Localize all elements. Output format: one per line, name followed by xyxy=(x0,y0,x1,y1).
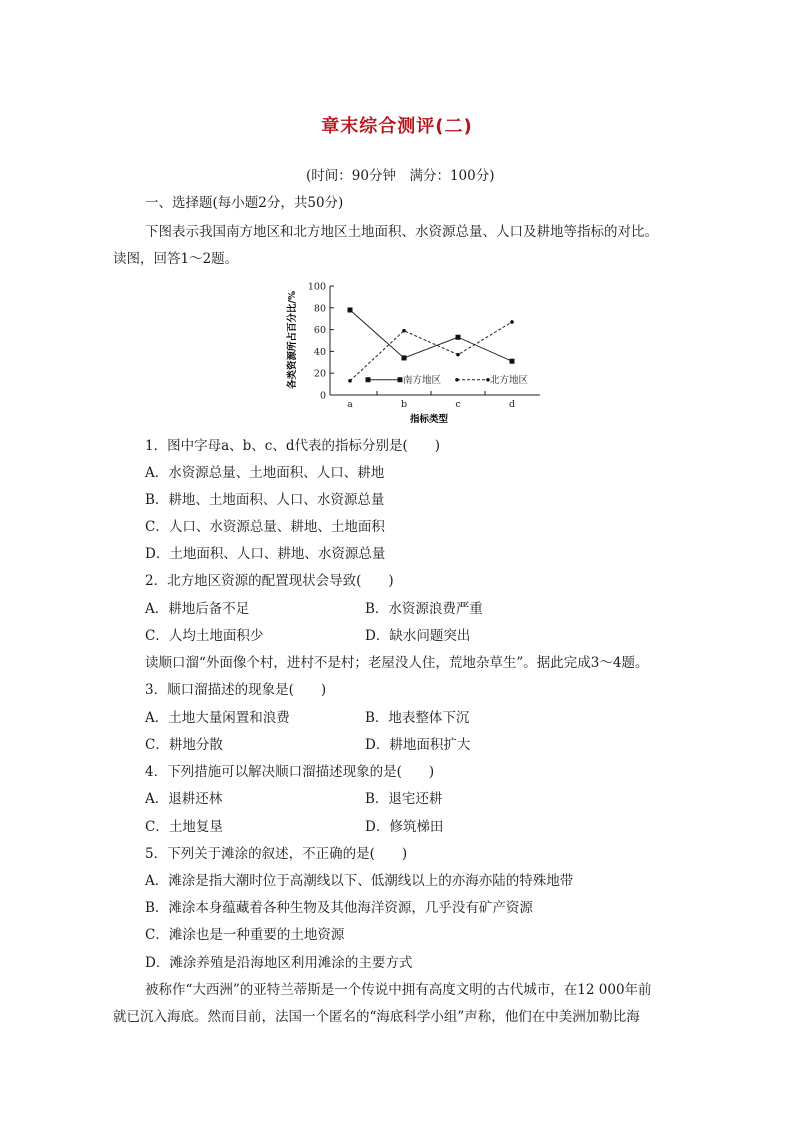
q3-option-c[interactable]: C．耕地分散 xyxy=(145,737,223,753)
q1-option-c[interactable]: C．人口、水资源总量、耕地、土地面积 xyxy=(145,519,385,535)
chart-axes xyxy=(308,282,540,411)
time-info: (时间：90分钟 满分：100分) xyxy=(306,168,495,184)
q4-stem: 4．下列措施可以解决顺口溜描述现象的是( ) xyxy=(145,764,435,780)
series-point-square xyxy=(510,359,515,364)
y-axis-label: 各类资源所占百分比/% xyxy=(287,291,298,389)
q1-option-b[interactable]: B．耕地、土地面积、人口、水资源总量 xyxy=(145,492,385,508)
chart-svg xyxy=(283,278,553,428)
line-chart xyxy=(283,278,553,428)
q1-stem: 1．图中字母a、b、c、d代表的指标分别是( ) xyxy=(145,438,441,454)
y-tick-label: 80 xyxy=(313,303,326,315)
q4-option-c[interactable]: C．土地复垦 xyxy=(145,819,223,835)
x-tick-label: d xyxy=(508,399,516,410)
legend-label-1: 北方地区 xyxy=(490,375,529,387)
x-tick-label: a xyxy=(347,399,353,410)
intro-text-3: 被称作“大西洲”的亚特兰蒂斯是一个传说中拥有高度文明的古代城市，在12 000年前 xyxy=(145,982,652,998)
chart-series xyxy=(348,307,515,382)
q4-option-b[interactable]: B．退宅还耕 xyxy=(365,791,443,807)
q2-option-d[interactable]: D．缺水问题突出 xyxy=(365,628,471,644)
legend-marker xyxy=(455,378,459,382)
q3-option-d[interactable]: D．耕地面积扩大 xyxy=(365,737,471,753)
q2-stem: 2．北方地区资源的配置现状会导致( ) xyxy=(145,573,394,589)
q4-option-d[interactable]: D．修筑梯田 xyxy=(365,819,444,835)
series-point-dot xyxy=(456,353,460,357)
y-tick-label: 60 xyxy=(313,325,326,337)
q3-option-b[interactable]: B．地表整体下沉 xyxy=(365,710,470,726)
page-title: 章末综合测评(二) xyxy=(321,116,473,137)
chart-legend xyxy=(366,374,529,386)
q5-option-d[interactable]: D．滩涂养殖是沿海地区利用滩涂的主要方式 xyxy=(145,955,413,971)
series-point-dot xyxy=(510,320,514,324)
q2-option-c[interactable]: C．人均土地面积少 xyxy=(145,628,264,644)
q2-option-a[interactable]: A．耕地后备不足 xyxy=(145,601,250,617)
intro-text-1-cont: 读图，回答1～2题。 xyxy=(113,251,239,267)
q3-option-a[interactable]: A．土地大量闲置和浪费 xyxy=(145,710,290,726)
q5-option-b[interactable]: B．滩涂本身蕴藏着各种生物及其他海洋资源，几乎没有矿产资源 xyxy=(145,900,533,916)
legend-label-0: 南方地区 xyxy=(403,375,442,387)
y-tick-label: 40 xyxy=(313,346,326,358)
series-point-dot xyxy=(402,329,406,333)
intro-text-1: 下图表示我国南方地区和北方地区土地面积、水资源总量、人口及耕地等指标的对比。 xyxy=(145,224,658,240)
series-point-square xyxy=(402,355,407,360)
q5-stem: 5．下列关于滩涂的叙述，不正确的是( ) xyxy=(145,846,408,862)
series-point-square xyxy=(456,335,461,340)
q5-option-a[interactable]: A．滩涂是指大潮时位于高潮线以下、低潮线以上的亦海亦陆的特殊地带 xyxy=(145,873,574,889)
q1-option-a[interactable]: A．水资源总量、土地面积、人口、耕地 xyxy=(145,465,385,481)
q5-option-c[interactable]: C．滩涂也是一种重要的土地资源 xyxy=(145,927,345,943)
intro-text-2: 读顺口溜“外面像个村，进村不是村；老屋没人住，荒地杂草生”。据此完成3～4题。 xyxy=(145,655,649,671)
series-line-0 xyxy=(350,310,512,361)
series-point-dot xyxy=(348,379,352,383)
series-line-1 xyxy=(350,322,512,381)
y-tick-label: 0 xyxy=(319,390,326,402)
section-heading: 一、选择题(每小题2分，共50分) xyxy=(145,195,344,211)
x-tick-label: c xyxy=(455,399,461,410)
q1-option-d[interactable]: D．土地面积、人口、耕地、水资源总量 xyxy=(145,546,386,562)
q2-option-b[interactable]: B．水资源浪费严重 xyxy=(365,601,483,617)
q4-option-a[interactable]: A．退耕还林 xyxy=(145,791,223,807)
q3-stem: 3．顺口溜描述的现象是( ) xyxy=(145,682,327,698)
y-tick-label: 100 xyxy=(307,281,326,293)
series-point-square xyxy=(348,307,353,312)
legend-marker xyxy=(398,377,403,382)
legend-marker xyxy=(366,377,371,382)
y-tick-label: 20 xyxy=(313,368,326,380)
x-axis-label: 指标类型 xyxy=(409,414,449,425)
intro-text-3-cont: 就已沉入海底。然而目前，法国一个匿名的“海底科学小组”声称，他们在中美洲加勒比海 xyxy=(113,1009,640,1025)
x-tick-label: b xyxy=(400,399,408,410)
